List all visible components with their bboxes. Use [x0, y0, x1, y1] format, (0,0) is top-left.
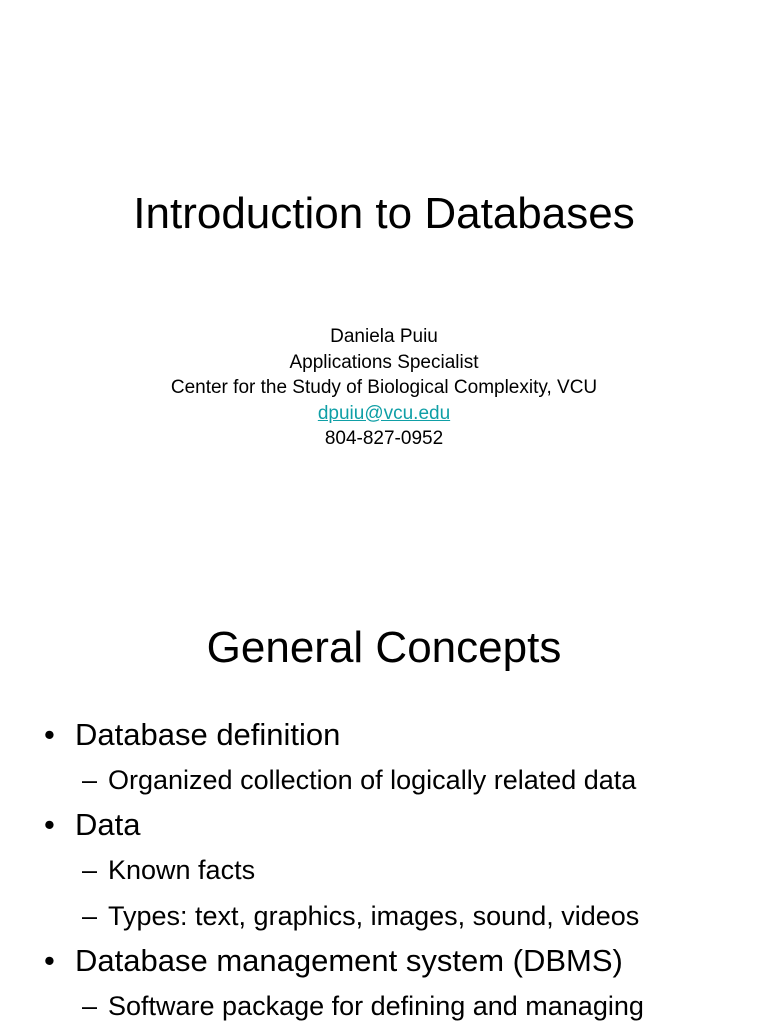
sub-bullet-text: Known facts [108, 855, 256, 885]
bullet-list [0, 713, 768, 1024]
bullet-text: Data [75, 807, 141, 842]
author-role: Applications Specialist [289, 351, 479, 373]
author-phone: 804-827-0952 [324, 428, 444, 449]
sub-bullet-text: Organized collection of logically related data [108, 765, 637, 795]
sub-bullet-item [0, 757, 768, 803]
bullet-item [0, 939, 768, 983]
bullet-marker: • [44, 943, 55, 978]
bullet-text: Database management system (DBMS) [75, 943, 623, 978]
sub-bullet-marker: – [82, 765, 98, 795]
bullet-item [0, 713, 768, 757]
sub-bullet-text: Software package for defining and managing [108, 991, 644, 1021]
bullet-marker: • [44, 807, 55, 842]
sub-bullet-text: Types: text, graphics, images, sound, videos [108, 901, 640, 931]
sub-bullet-item [0, 983, 768, 1024]
concepts-slide [0, 576, 768, 1024]
bullet-text: Database definition [75, 717, 341, 752]
sub-bullet-item [0, 847, 768, 893]
sub-bullet-marker: – [82, 901, 98, 931]
author-organization: Center for the Study of Biological Complexity, VCU [170, 377, 598, 398]
sub-bullet-marker: – [82, 855, 98, 885]
slide-title: General Concepts [206, 623, 562, 672]
sub-bullet-marker: – [82, 991, 98, 1021]
author-name: Daniela Puiu [330, 326, 438, 347]
author-email-link[interactable]: dpuiu@vcu.edu [317, 402, 451, 424]
slide-title: Introduction to Databases [133, 189, 635, 238]
bullet-marker: • [44, 717, 55, 752]
author-block [0, 324, 768, 452]
sub-bullet-item [0, 893, 768, 939]
bullet-item [0, 803, 768, 847]
